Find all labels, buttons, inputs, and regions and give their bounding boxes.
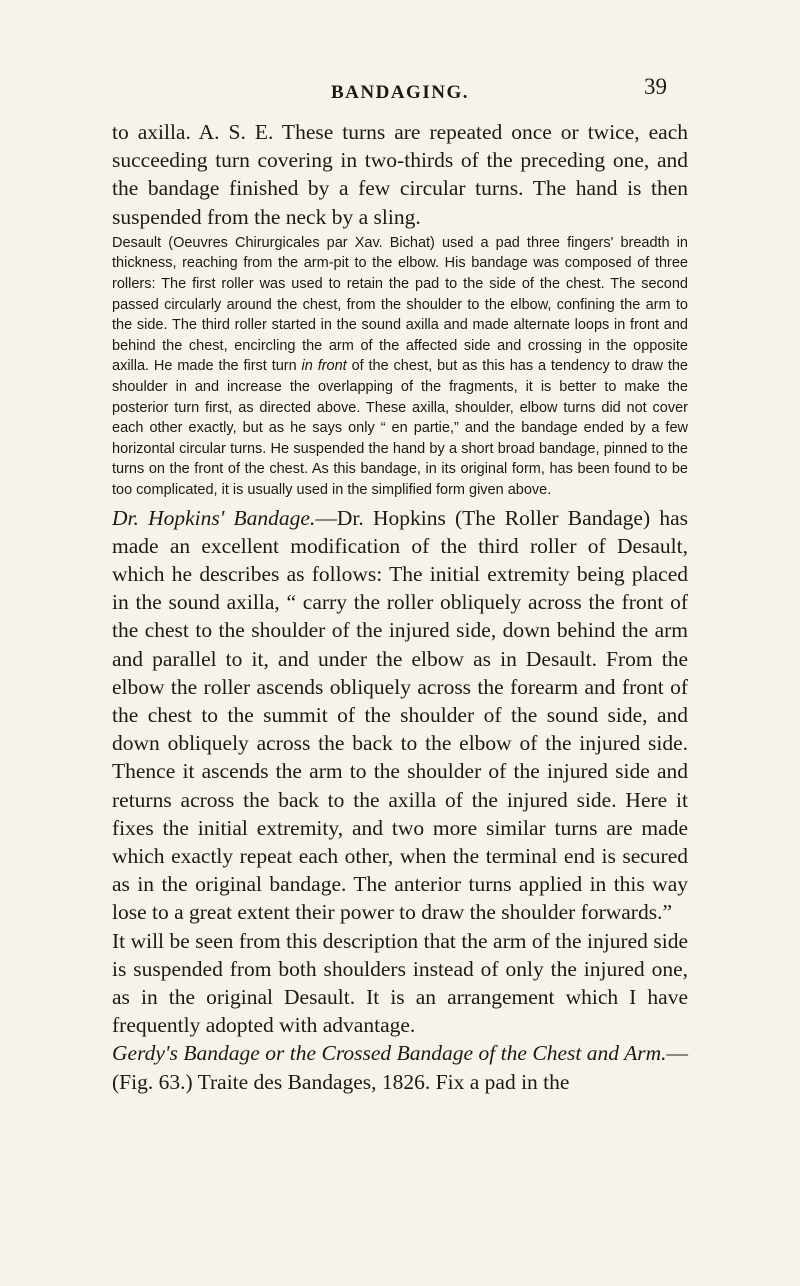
paragraph-gerdy-bandage — [112, 1039, 688, 1095]
gerdy-bandage-text: —(Fig. 63.) Traite des Bandages, 1826. Fix a pad in the — [112, 1041, 688, 1094]
page-number: 39 — [644, 74, 667, 99]
hopkins-bandage-text: —Dr. Hopkins (The Roller Bandage) has made an excellent modification of the third roller of Desault, which he describes as follows: The initial extremity being placed in the sound axilla, “ carry the roller obliquely across the front of the chest to the shoulder of the injured side, down behind the arm and parallel to it, and under the elbow as in Desault. From the elbow the roller ascends obliquely across the forearm and front of the chest to the summit of the shoulder of the sound side, and down obliquely across the back to the elbow of the injured side. Thence it ascends the arm to the shoulder of the injured side and returns across the back to the axilla of the injured side. Here it fixes the initial extremity, and two more similar turns are made which exactly repeat each other, when the terminal end is secured as in the original bandage. The anterior turns applied in this way lose to a great extent their power to draw the shoulder forwards.” — [112, 505, 688, 925]
paragraph-desault-note — [112, 233, 688, 501]
paragraph-commentary: It will be seen from this description that the arm of the injured side is suspended from both shoulders instead of only the injured one, as in the original Desault. It is an arrangement which I have frequently adopted with advantage. — [112, 928, 688, 1038]
body-text — [112, 118, 688, 1096]
running-head-title: BANDAGING. — [331, 82, 469, 103]
desault-italic-phrase: in front — [301, 358, 347, 375]
running-head — [0, 72, 800, 112]
desault-text-part2: of the chest, but as this has a tendency to draw the shoulder in and increase the overlapping of the fragments, it is better to make the posterior turn first, as directed above. These axilla, shoulder, elbow turns did not cover each other exactly, but as he says only “ en partie,” and the bandage ended by a few horizontal circular turns. He suspended the hand by a short broad bandage, pinned to the turns on the front of the chest. As this bandage, in its original form, has been found to be too complicated, it is usually used in the simplified form given above. — [112, 358, 688, 498]
gerdy-bandage-heading: Gerdy's Bandage or the Crossed Bandage of the Chest and Arm. — [112, 1041, 667, 1066]
paragraph-continuation: to axilla. A. S. E. These turns are repeated once or twice, each succeeding turn covering in two-thirds of the preceding one, and the bandage finished by a few circular turns. The hand is then suspended from the neck by a sling. — [112, 120, 688, 229]
paragraph-hopkins-bandage — [112, 504, 688, 927]
hopkins-bandage-heading: Dr. Hopkins' Bandage. — [112, 505, 316, 530]
desault-text-part1: Desault (Oeuvres Chirurgicales par Xav. Bichat) used a pad three fingers' breadth in thickness, reaching from the arm-pit to the elbow. His bandage was composed of three rollers: The first roller was used to retain the pad to the side of the chest. The second passed circularly around the chest, from the shoulder to the elbow, confining the arm to the side. The third roller started in the sound axilla and made alternate loops in front and behind the chest, encircling the arm of the affected side and crossing in the opposite axilla. He made the first turn — [112, 234, 688, 375]
